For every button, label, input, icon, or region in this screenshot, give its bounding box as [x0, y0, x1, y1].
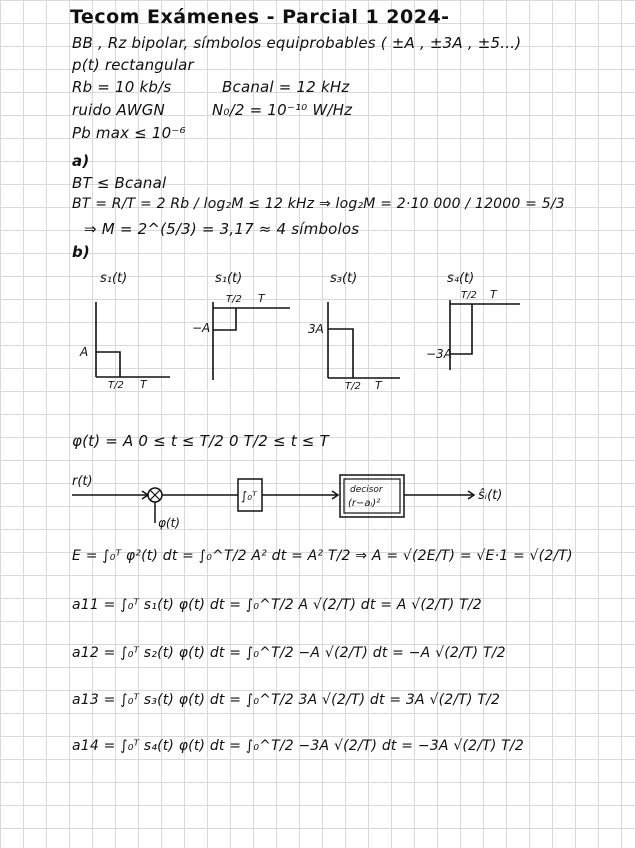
- waveform-s4-t: T: [490, 288, 497, 301]
- waveform-s1-title: s₁(t): [100, 271, 128, 286]
- decisor-block: [340, 475, 404, 517]
- section-b-label: b): [72, 243, 90, 261]
- page-title: Tecom Exámenes - Parcial 1 2024-: [70, 6, 450, 28]
- problem-statement: BB , Rz bipolar, símbolos equiprobables ( ±A , ±3A , ±5...): [72, 34, 522, 52]
- waveform-s4: [426, 271, 520, 370]
- channel-bandwidth: Bcanal = 12 kHz: [222, 78, 350, 96]
- energy-equation: E = ∫₀ᵀ φ²(t) dt = ∫₀^T/2 A² dt = A² T/2 ⇒ A = √(2E/T) = √E·1 = √(2/T): [72, 548, 573, 564]
- symbol-count-result: ⇒ M = 2^(5/3) = 3,17 ≈ 4 símbolos: [84, 220, 360, 238]
- waveform-s1-amp: A: [80, 345, 89, 359]
- bandwidth-equation: BT = R/T = 2 Rb / log₂M ≤ 12 kHz ⇒ log₂M = 2·10 000 / 12000 = 5/3: [72, 196, 565, 212]
- waveform-s3: [308, 271, 400, 392]
- signal-waveforms: [0, 262, 635, 392]
- waveform-s3-title: s₃(t): [330, 271, 358, 286]
- waveform-s1-t: T: [140, 378, 147, 391]
- coefficient-a12: a12 = ∫₀ᵀ s₂(t) φ(t) dt = ∫₀^T/2 −A √(2/T) dt = −A √(2/T) T/2: [72, 645, 506, 661]
- receiver-block-diagram: [0, 465, 635, 540]
- coefficient-a14: a14 = ∫₀ᵀ s₄(t) φ(t) dt = ∫₀^T/2 −3A √(2/T) dt = −3A √(2/T) T/2: [72, 738, 524, 754]
- bit-rate: Rb = 10 kb/s: [72, 78, 172, 96]
- basis-function-definition: φ(t) = A 0 ≤ t ≤ T/2 0 T/2 ≤ t ≤ T: [72, 432, 329, 450]
- waveform-s3-amp: 3A: [308, 322, 324, 336]
- basis-function-input: φ(t): [158, 516, 180, 530]
- max-error-prob: Pb max ≤ 10⁻⁶: [72, 124, 186, 142]
- waveform-s1: [79, 271, 170, 391]
- waveform-s2-t: T: [258, 292, 265, 305]
- coefficient-a13: a13 = ∫₀ᵀ s₃(t) φ(t) dt = ∫₀^T/2 3A √(2/T) dt = 3A √(2/T) T/2: [72, 692, 501, 708]
- integrator-label: ∫₀ᵀ: [241, 489, 257, 503]
- pulse-shape: p(t) rectangular: [72, 56, 194, 74]
- waveform-s2-amp: −A: [192, 321, 211, 335]
- output-symbol-label: ŝᵢ(t): [478, 488, 503, 503]
- decisor-label: decisor: [350, 485, 383, 495]
- waveform-s4-t2: T/2: [461, 290, 477, 301]
- noise-psd: N₀/2 = 10⁻¹⁰ W/Hz: [212, 101, 353, 119]
- waveform-s2: [192, 271, 290, 380]
- bandwidth-condition: BT ≤ Bcanal: [72, 174, 167, 192]
- waveform-s3-t: T: [375, 379, 382, 392]
- waveform-s4-amp: −3A: [426, 347, 452, 361]
- waveform-s2-t2: T/2: [226, 294, 242, 305]
- noise-type: ruido AWGN: [72, 101, 165, 119]
- decisor-metric: (r−aᵢ)²: [348, 498, 381, 509]
- waveform-s3-t2: T/2: [345, 381, 361, 392]
- waveform-s2-title: s₁(t): [215, 271, 243, 286]
- section-a-label: a): [72, 152, 90, 170]
- waveform-s4-title: s₄(t): [447, 271, 475, 286]
- input-signal-label: r(t): [72, 474, 93, 489]
- waveform-s1-t2: T/2: [108, 380, 124, 391]
- coefficient-a11: a11 = ∫₀ᵀ s₁(t) φ(t) dt = ∫₀^T/2 A √(2/T) dt = A √(2/T) T/2: [72, 597, 482, 613]
